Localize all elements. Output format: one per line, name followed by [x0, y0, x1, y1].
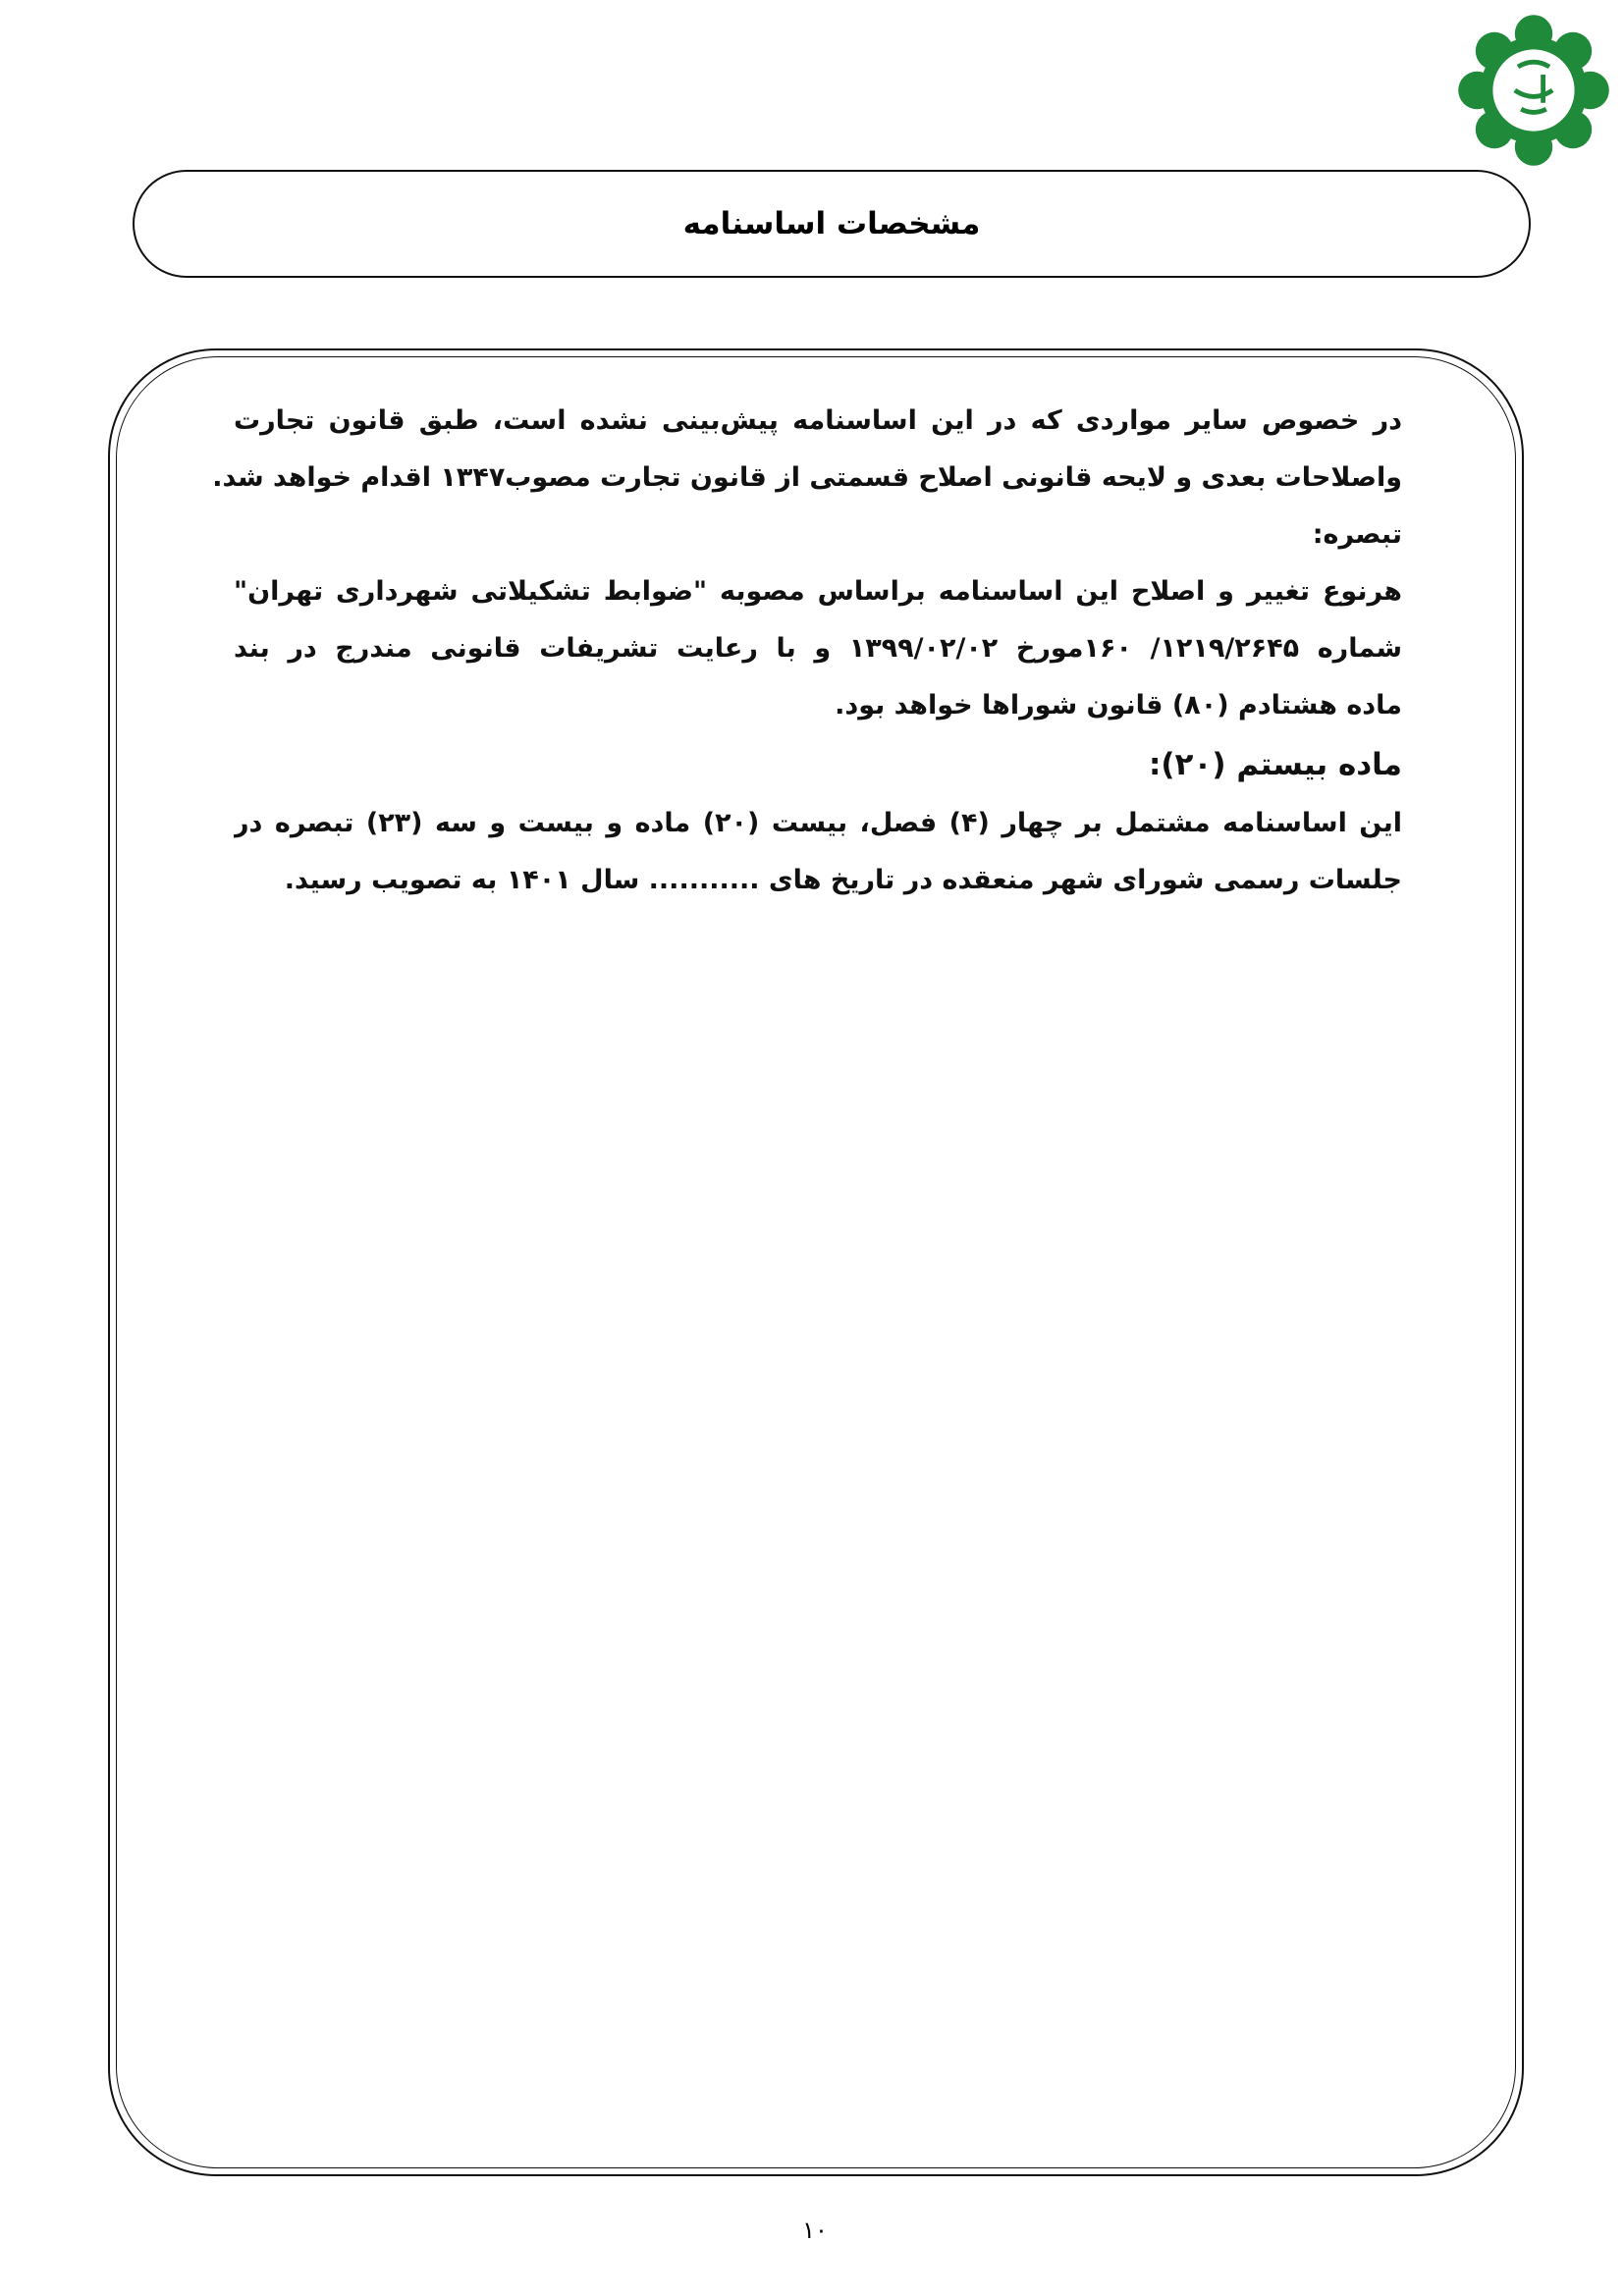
page-number: ۱۰: [802, 2216, 828, 2244]
article-heading: ماده بیستم (۲۰):: [1148, 747, 1402, 782]
paragraph-line: شماره ۱۲۱۹/۲۶۴۵/ ۱۶۰مورخ ۱۳۹۹/۰۲/۰۲ و با رعایت تشریفات قانونی مندرج در بند: [234, 633, 1402, 664]
section-title-box: [133, 170, 1531, 278]
note-label: تبصره:: [1312, 519, 1402, 550]
paragraph-line: واصلاحات بعدی و لایحه قانونی اصلاح قسمتی از قانون تجارت مصوب۱۳۴۷ اقدام خواهد شد.: [212, 462, 1402, 493]
paragraph-line: هرنوع تغییر و اصلاح این اساسنامه براساس مصوبه "ضوابط تشکیلاتی شهرداری تهران": [234, 576, 1402, 607]
body-text: [212, 393, 1402, 909]
article-line: جلسات رسمی شورای شهر منعقده در تاریخ های ........... سال ۱۴۰۱ به تصویب رسید.: [284, 865, 1402, 895]
paragraph-line: در خصوص سایر مواردی که در این اساسنامه پیش‌بینی نشده است، طبق قانون تجارت: [234, 405, 1402, 436]
paragraph-line: ماده هشتادم (۸۰) قانون شوراها خواهد بود.: [835, 690, 1402, 721]
tehran-city-council-logo: [1455, 12, 1612, 169]
section-title: مشخصات اساسنامه: [682, 206, 981, 241]
article-line: این اساسنامه مشتمل بر چهار (۴) فصل، بیست (۲۰) ماده و بیست و سه (۲۳) تبصره در: [234, 808, 1402, 838]
